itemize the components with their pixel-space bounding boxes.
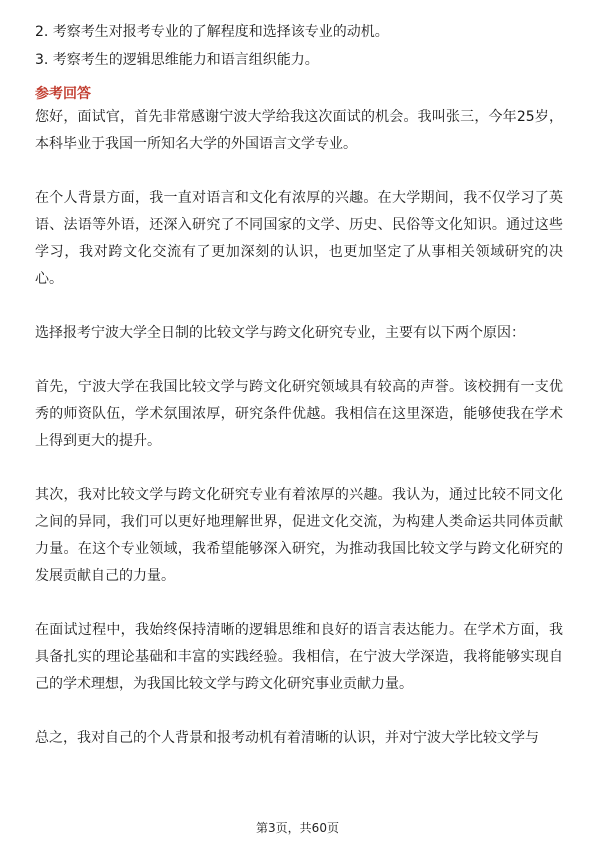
paragraph-conclusion: 总之，我对自己的个人背景和报考动机有着清晰的认识，并对宁波大学比较文学与 xyxy=(35,730,539,746)
reference-answer-heading: 参考回答 xyxy=(35,86,91,102)
paragraph-intro: 您好，面试官，首先非常感谢宁波大学给我这次面试的机会。我叫张三，今年25岁，本科毕业于我国一所知名大学的外国语言文学专业。 xyxy=(35,109,563,152)
paragraph-reason-one: 首先，宁波大学在我国比较文学与跨文化研究领域具有较高的声誉。该校拥有一支优秀的师资队伍，学术氛围浓厚，研究条件优越。我相信在这里深造，能够使我在学术上得到更大的提升。 xyxy=(35,379,563,449)
list-item-2: 2. 考察考生对报考专业的了解程度和选择该专业的动机。 xyxy=(35,24,389,40)
paragraph-background: 在个人背景方面，我一直对语言和文化有浓厚的兴趣。在大学期间，我不仅学习了英语、法语等外语，还深入研究了不同国家的文学、历史、民俗等文化知识。通过这些学习，我对跨文化交流有了更加深刻的认识，也更加坚定了从事相关领域研究的决心。 xyxy=(35,190,563,287)
paragraph-interview: 在面试过程中，我始终保持清晰的逻辑思维和良好的语言表达能力。在学术方面，我具备扎实的理论基础和丰富的实践经验。我相信，在宁波大学深造，我将能够实现自己的学术理想，为我国比较文学与跨文化研究事业贡献力量。 xyxy=(35,622,563,692)
paragraph-reasons: 选择报考宁波大学全日制的比较文学与跨文化研究专业，主要有以下两个原因： xyxy=(35,325,525,341)
document-page xyxy=(35,20,563,752)
paragraph-reason-two: 其次，我对比较文学与跨文化研究专业有着浓厚的兴趣。我认为，通过比较不同文化之间的异同，我们可以更好地理解世界，促进文化交流，为构建人类命运共同体贡献力量。在这个专业领域，我希望能够深入研究，为推动我国比较文学与跨文化研究的发展贡献自己的力量。 xyxy=(35,487,563,584)
page-number-footer: 第3页，共60页 xyxy=(256,821,339,835)
list-item-3: 3. 考察考生的逻辑思维能力和语言组织能力。 xyxy=(35,52,319,68)
